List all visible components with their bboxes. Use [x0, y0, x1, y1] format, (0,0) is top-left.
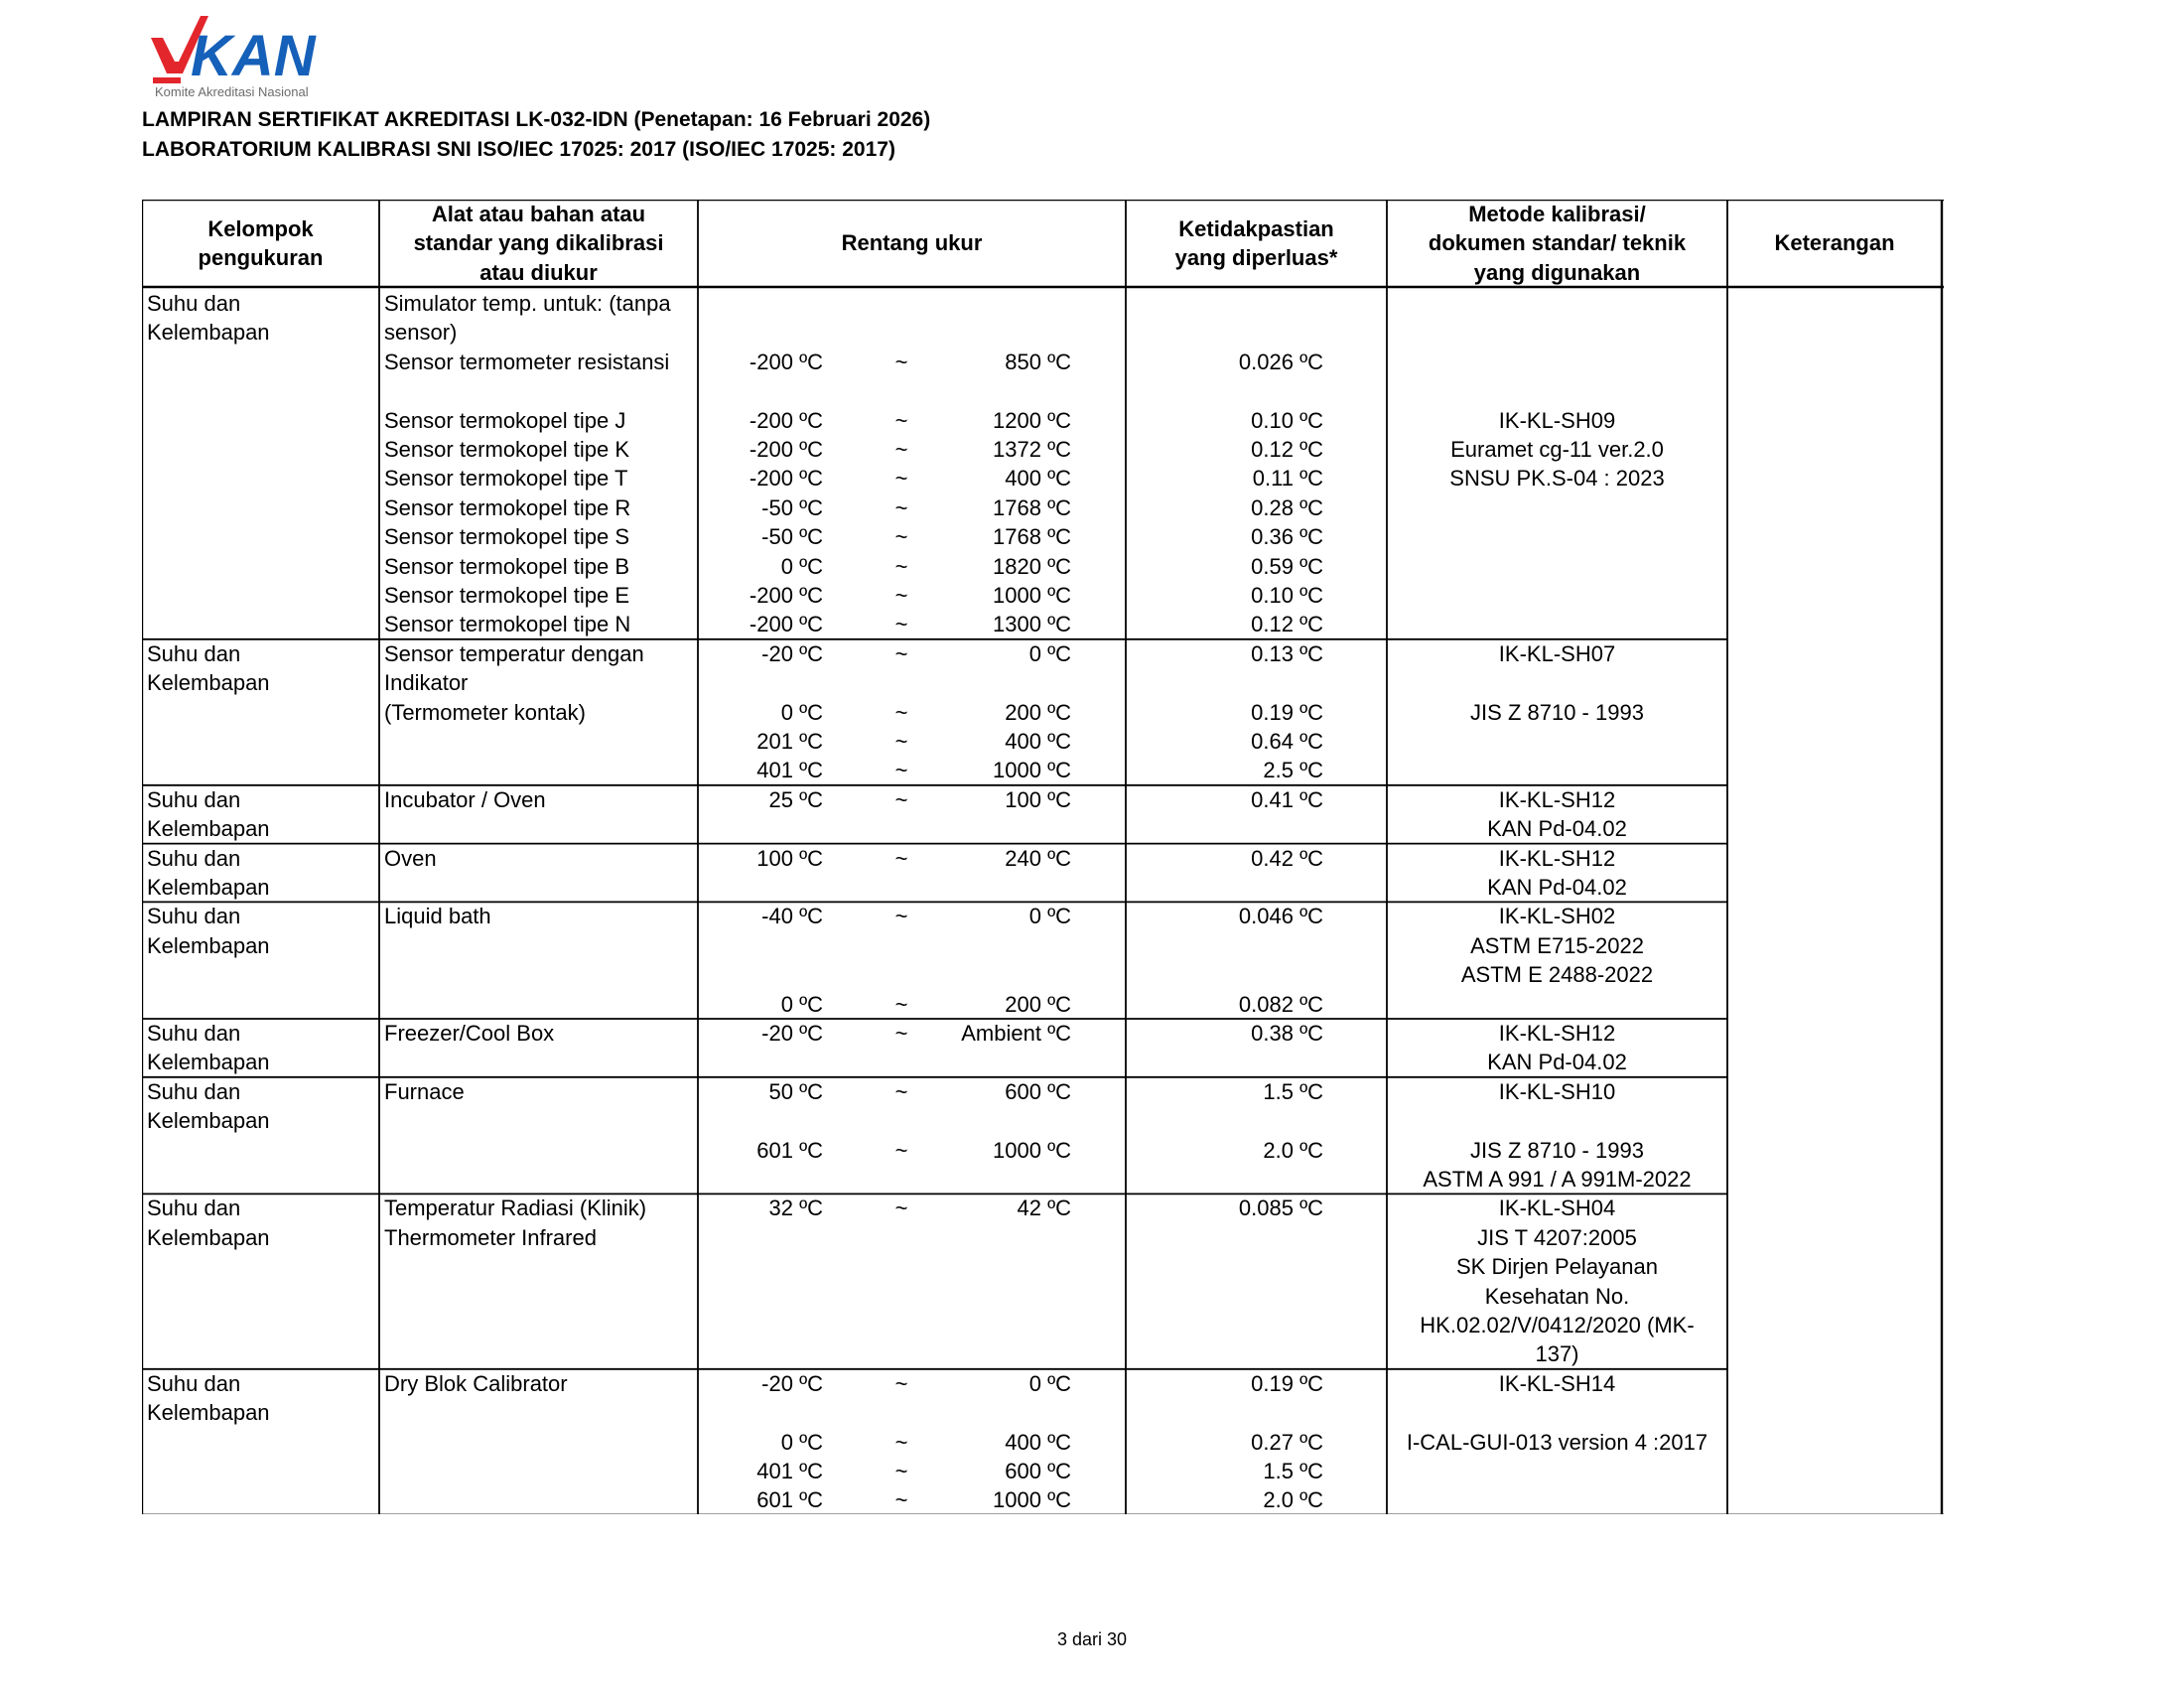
range-separator: ~ — [894, 1459, 908, 1483]
range-separator: ~ — [894, 1487, 908, 1513]
range-from: -20 ºC — [761, 1021, 823, 1046]
method-reference: Euramet cg-11 ver.2.0 — [1450, 437, 1664, 462]
range-from: 32 ºC — [768, 1196, 823, 1221]
method-reference: JIS T 4207:2005 — [1477, 1224, 1637, 1250]
header-ketidakpastian-line: yang diperluas* — [1174, 245, 1338, 270]
range-from: 401 ºC — [756, 1459, 823, 1483]
header-alat-line: Alat atau bahan atau — [431, 201, 646, 226]
range-separator: ~ — [894, 407, 908, 433]
group-kelompok-text: Kelembapan — [147, 1050, 270, 1075]
method-reference: IK-KL-SH12 — [1498, 786, 1616, 812]
method-reference: IK-KL-SH04 — [1498, 1196, 1616, 1221]
range-separator: ~ — [894, 786, 908, 812]
method-reference: IK-KL-SH07 — [1498, 640, 1616, 666]
header-alat-line: atau diukur — [479, 259, 598, 285]
range-from: -200 ºC — [749, 349, 823, 374]
uncertainty-value: 0.12 ºC — [1251, 437, 1323, 462]
range-from: 601 ºC — [756, 1487, 823, 1513]
uncertainty-value: 0.41 ºC — [1251, 786, 1323, 812]
uncertainty-value: 0.082 ºC — [1238, 991, 1323, 1017]
header-kelompok-line: Kelompok — [207, 215, 314, 241]
uncertainty-value: 1.5 ºC — [1263, 1459, 1323, 1483]
uncertainty-value: 2.0 ºC — [1263, 1137, 1323, 1163]
range-separator: ~ — [894, 845, 908, 871]
range-from: 0 ºC — [780, 991, 823, 1017]
group-kelompok-text: Suhu dan — [147, 786, 241, 812]
method-reference: KAN Pd-04.02 — [1487, 875, 1627, 900]
method-reference: I-CAL-GUI-013 version 4 :2017 — [1406, 1429, 1708, 1455]
uncertainty-value: 0.59 ºC — [1251, 553, 1323, 579]
uncertainty-value: 0.38 ºC — [1251, 1021, 1323, 1046]
group-alat-text: Sensor termokopel tipe T — [384, 466, 628, 492]
group-kelompok-text: Kelembapan — [147, 816, 270, 842]
uncertainty-value: 0.19 ºC — [1251, 699, 1323, 725]
method-reference: HK.02.02/V/0412/2020 (MK- — [1420, 1313, 1695, 1337]
group-alat-text: Dry Blok Calibrator — [384, 1370, 568, 1396]
range-from: -200 ºC — [749, 407, 823, 433]
header-rentang-text — [842, 228, 983, 257]
method-reference: 137) — [1535, 1341, 1579, 1367]
page-number: 3 dari 30 — [1056, 1629, 1128, 1649]
header-ketidakpastian — [1126, 200, 1387, 287]
range-separator: ~ — [894, 991, 908, 1017]
method-reference: KAN Pd-04.02 — [1487, 816, 1627, 842]
uncertainty-value: 1.5 ºC — [1263, 1078, 1323, 1104]
kan-logo-letters: KAN — [191, 24, 316, 88]
header-ketidakpastian-line: Ketidakpastian — [1178, 215, 1334, 241]
accreditation-scope-table — [142, 200, 1944, 1514]
uncertainty-value: 0.11 ºC — [1252, 466, 1323, 492]
uncertainty-value: 0.64 ºC — [1251, 729, 1323, 754]
method-reference: SNSU PK.S-04 : 2023 — [1449, 466, 1665, 492]
group-alat-text: Liquid bath — [384, 904, 491, 929]
header-metode — [1387, 200, 1727, 287]
header-alat-line: standar yang dikalibrasi — [413, 230, 664, 256]
range-from: -200 ºC — [749, 612, 823, 637]
range-to: 1768 ºC — [993, 494, 1071, 520]
header-metode-line: dokumen standar/ teknik — [1428, 230, 1687, 256]
range-from: -50 ºC — [761, 524, 823, 550]
range-separator: ~ — [894, 466, 908, 492]
range-to: 0 ºC — [1028, 640, 1071, 666]
header-metode-line: Metode kalibrasi/ — [1468, 201, 1646, 226]
uncertainty-value: 0.42 ºC — [1251, 845, 1323, 871]
method-reference: JIS Z 8710 - 1993 — [1470, 699, 1644, 725]
group-kelompok-text: Kelembapan — [147, 320, 270, 346]
method-reference: Kesehatan No. — [1484, 1283, 1630, 1309]
range-to: 0 ºC — [1028, 904, 1071, 929]
range-separator: ~ — [894, 1078, 908, 1104]
range-to: 600 ºC — [1005, 1078, 1071, 1104]
kan-logo-mark — [149, 14, 338, 99]
range-from: -200 ºC — [749, 437, 823, 462]
group-alat-text: Sensor termokopel tipe K — [384, 437, 630, 462]
group-alat-text: sensor) — [384, 320, 458, 346]
range-separator: ~ — [894, 494, 908, 520]
group-alat-text: Incubator / Oven — [384, 786, 546, 812]
group-alat-text: Sensor termokopel tipe R — [384, 494, 631, 520]
range-to: 850 ºC — [1005, 349, 1071, 374]
header-rentang — [698, 200, 1126, 287]
header-ketidakpastian-text — [1175, 214, 1338, 273]
range-to: 1000 ºC — [993, 1137, 1071, 1163]
group-alat-text: Sensor termokopel tipe E — [384, 583, 630, 608]
range-from: -20 ºC — [761, 640, 823, 666]
header-rentang-line: Rentang ukur — [841, 230, 983, 256]
range-separator: ~ — [894, 699, 908, 725]
range-separator: ~ — [894, 1137, 908, 1163]
range-separator: ~ — [894, 1196, 908, 1221]
range-separator: ~ — [894, 1370, 908, 1396]
range-to: 1000 ºC — [993, 583, 1071, 608]
range-separator: ~ — [894, 583, 908, 608]
range-from: 0 ºC — [780, 1429, 823, 1455]
uncertainty-value: 0.19 ºC — [1251, 1370, 1323, 1396]
group-kelompok-text: Suhu dan — [147, 845, 241, 871]
uncertainty-value: 2.5 ºC — [1263, 758, 1323, 783]
method-reference: JIS Z 8710 - 1993 — [1470, 1137, 1644, 1163]
group-alat-text: Furnace — [384, 1078, 465, 1104]
range-from: 201 ºC — [756, 729, 823, 754]
group-kelompok-text: Suhu dan — [147, 1196, 241, 1221]
uncertainty-value: 0.36 ºC — [1251, 524, 1323, 550]
group-kelompok-text: Kelembapan — [147, 670, 270, 696]
range-from: -50 ºC — [761, 494, 823, 520]
method-reference: SK Dirjen Pelayanan — [1455, 1254, 1658, 1280]
method-reference: ASTM E715-2022 — [1470, 932, 1644, 958]
group-kelompok-text: Kelembapan — [147, 1224, 270, 1250]
group-kelompok-text: Kelembapan — [147, 875, 270, 900]
group-alat-text: Indikator — [384, 670, 469, 696]
header-kelompok-line: pengukuran — [198, 245, 324, 270]
range-separator: ~ — [894, 640, 908, 666]
header-metode-text — [1429, 200, 1686, 287]
range-to: 1300 ºC — [993, 612, 1071, 637]
method-reference: IK-KL-SH02 — [1498, 904, 1616, 929]
group-alat-text: Sensor termokopel tipe N — [384, 612, 631, 637]
range-to: 42 ºC — [1017, 1196, 1071, 1221]
method-reference: IK-KL-SH10 — [1498, 1078, 1616, 1104]
range-separator: ~ — [894, 553, 908, 579]
uncertainty-value: 0.13 ºC — [1251, 640, 1323, 666]
group-alat-text: Simulator temp. untuk: (tanpa — [384, 291, 671, 316]
header-keterangan-line: Keterangan — [1774, 230, 1895, 256]
group-kelompok-text: Kelembapan — [147, 932, 270, 958]
range-from: -200 ºC — [749, 583, 823, 608]
group-alat-text: Thermometer Infrared — [384, 1224, 597, 1250]
range-separator: ~ — [894, 729, 908, 754]
group-alat-text: Sensor termokopel tipe S — [384, 524, 630, 550]
range-from: -200 ºC — [749, 466, 823, 492]
method-reference: ASTM A 991 / A 991M-2022 — [1423, 1167, 1692, 1192]
range-to: 600 ºC — [1005, 1459, 1071, 1483]
uncertainty-value: 0.085 ºC — [1238, 1196, 1323, 1221]
range-to: 240 ºC — [1005, 845, 1071, 871]
uncertainty-value: 0.10 ºC — [1251, 583, 1323, 608]
group-alat-text: Sensor termometer resistansi — [384, 349, 670, 374]
method-reference: IK-KL-SH09 — [1498, 407, 1616, 433]
group-kelompok-text: Suhu dan — [147, 1078, 241, 1104]
group-kelompok-text: Kelembapan — [147, 1108, 270, 1134]
uncertainty-value: 0.12 ºC — [1251, 612, 1323, 637]
header-kelompok-text — [199, 214, 324, 273]
range-to: 200 ºC — [1005, 699, 1071, 725]
uncertainty-value: 0.026 ºC — [1238, 349, 1323, 374]
uncertainty-value: 0.046 ºC — [1238, 904, 1323, 929]
uncertainty-value: 0.27 ºC — [1251, 1429, 1323, 1455]
group-kelompok-text: Suhu dan — [147, 904, 241, 929]
range-separator: ~ — [894, 758, 908, 783]
uncertainty-value: 0.28 ºC — [1251, 494, 1323, 520]
range-from: 0 ºC — [780, 553, 823, 579]
range-to: 0 ºC — [1028, 1370, 1071, 1396]
range-from: -20 ºC — [761, 1370, 823, 1396]
range-separator: ~ — [894, 1021, 908, 1046]
range-separator: ~ — [894, 524, 908, 550]
group-alat-text: Freezer/Cool Box — [384, 1021, 555, 1046]
range-to: 200 ºC — [1005, 991, 1071, 1017]
uncertainty-value: 0.10 ºC — [1251, 407, 1323, 433]
range-from: 401 ºC — [756, 758, 823, 783]
kan-logo-tagline: Komite Akreditasi Nasional — [155, 84, 309, 99]
range-to: 400 ºC — [1005, 729, 1071, 754]
range-from: 601 ºC — [756, 1137, 823, 1163]
group-kelompok-text: Suhu dan — [147, 291, 241, 316]
range-from: 50 ºC — [768, 1078, 823, 1104]
group-kelompok-text: Suhu dan — [147, 640, 241, 666]
range-separator: ~ — [894, 437, 908, 462]
document-title-line1: LAMPIRAN SERTIFIKAT AKREDITASI LK-032-IDN (Penetapan: 16 Februari 2026) — [142, 108, 931, 131]
range-to: 1768 ºC — [993, 524, 1071, 550]
range-to: 1200 ºC — [993, 407, 1071, 433]
group-kelompok-text: Kelembapan — [147, 1400, 270, 1426]
group-alat-text: Sensor termokopel tipe J — [384, 407, 626, 433]
group-alat-text: Oven — [384, 845, 437, 871]
header-alat-text — [414, 200, 664, 287]
range-to: 1000 ºC — [993, 758, 1071, 783]
range-to: 400 ºC — [1005, 466, 1071, 492]
group-alat-text: (Termometer kontak) — [384, 699, 586, 725]
range-separator: ~ — [894, 349, 908, 374]
range-from: 25 ºC — [768, 786, 823, 812]
method-reference: KAN Pd-04.02 — [1487, 1050, 1627, 1075]
range-to: 1000 ºC — [993, 1487, 1071, 1513]
header-kelompok — [142, 200, 379, 287]
range-separator: ~ — [894, 904, 908, 929]
range-separator: ~ — [894, 1429, 908, 1455]
range-to: 100 ºC — [1005, 786, 1071, 812]
range-from: 100 ºC — [756, 845, 823, 871]
range-from: 0 ºC — [780, 699, 823, 725]
header-keterangan-text — [1774, 228, 1894, 257]
group-alat-text: Sensor temperatur dengan — [384, 640, 644, 666]
uncertainty-value: 2.0 ºC — [1263, 1487, 1323, 1513]
header-keterangan — [1727, 200, 1942, 287]
group-kelompok-text: Suhu dan — [147, 1370, 241, 1396]
document-title-line2: LABORATORIUM KALIBRASI SNI ISO/IEC 17025: 2017 (ISO/IEC 17025: 2017) — [142, 138, 895, 161]
range-to: 400 ºC — [1005, 1429, 1071, 1455]
method-reference: ASTM E 2488-2022 — [1460, 962, 1654, 988]
group-kelompok-text: Suhu dan — [147, 1021, 241, 1046]
group-alat-text: Temperatur Radiasi (Klinik) — [384, 1196, 647, 1221]
range-to: Ambient ºC — [961, 1021, 1071, 1046]
header-alat — [379, 200, 698, 287]
range-separator: ~ — [894, 612, 908, 637]
method-reference: IK-KL-SH14 — [1498, 1370, 1616, 1396]
range-from: -40 ºC — [761, 904, 823, 929]
group-alat-text: Sensor termokopel tipe B — [384, 553, 630, 579]
method-reference: IK-KL-SH12 — [1498, 1021, 1616, 1046]
method-reference: IK-KL-SH12 — [1498, 845, 1616, 871]
range-to: 1372 ºC — [993, 437, 1071, 462]
range-to: 1820 ºC — [993, 553, 1071, 579]
kan-logo — [149, 14, 338, 99]
header-metode-line: yang digunakan — [1473, 259, 1641, 285]
